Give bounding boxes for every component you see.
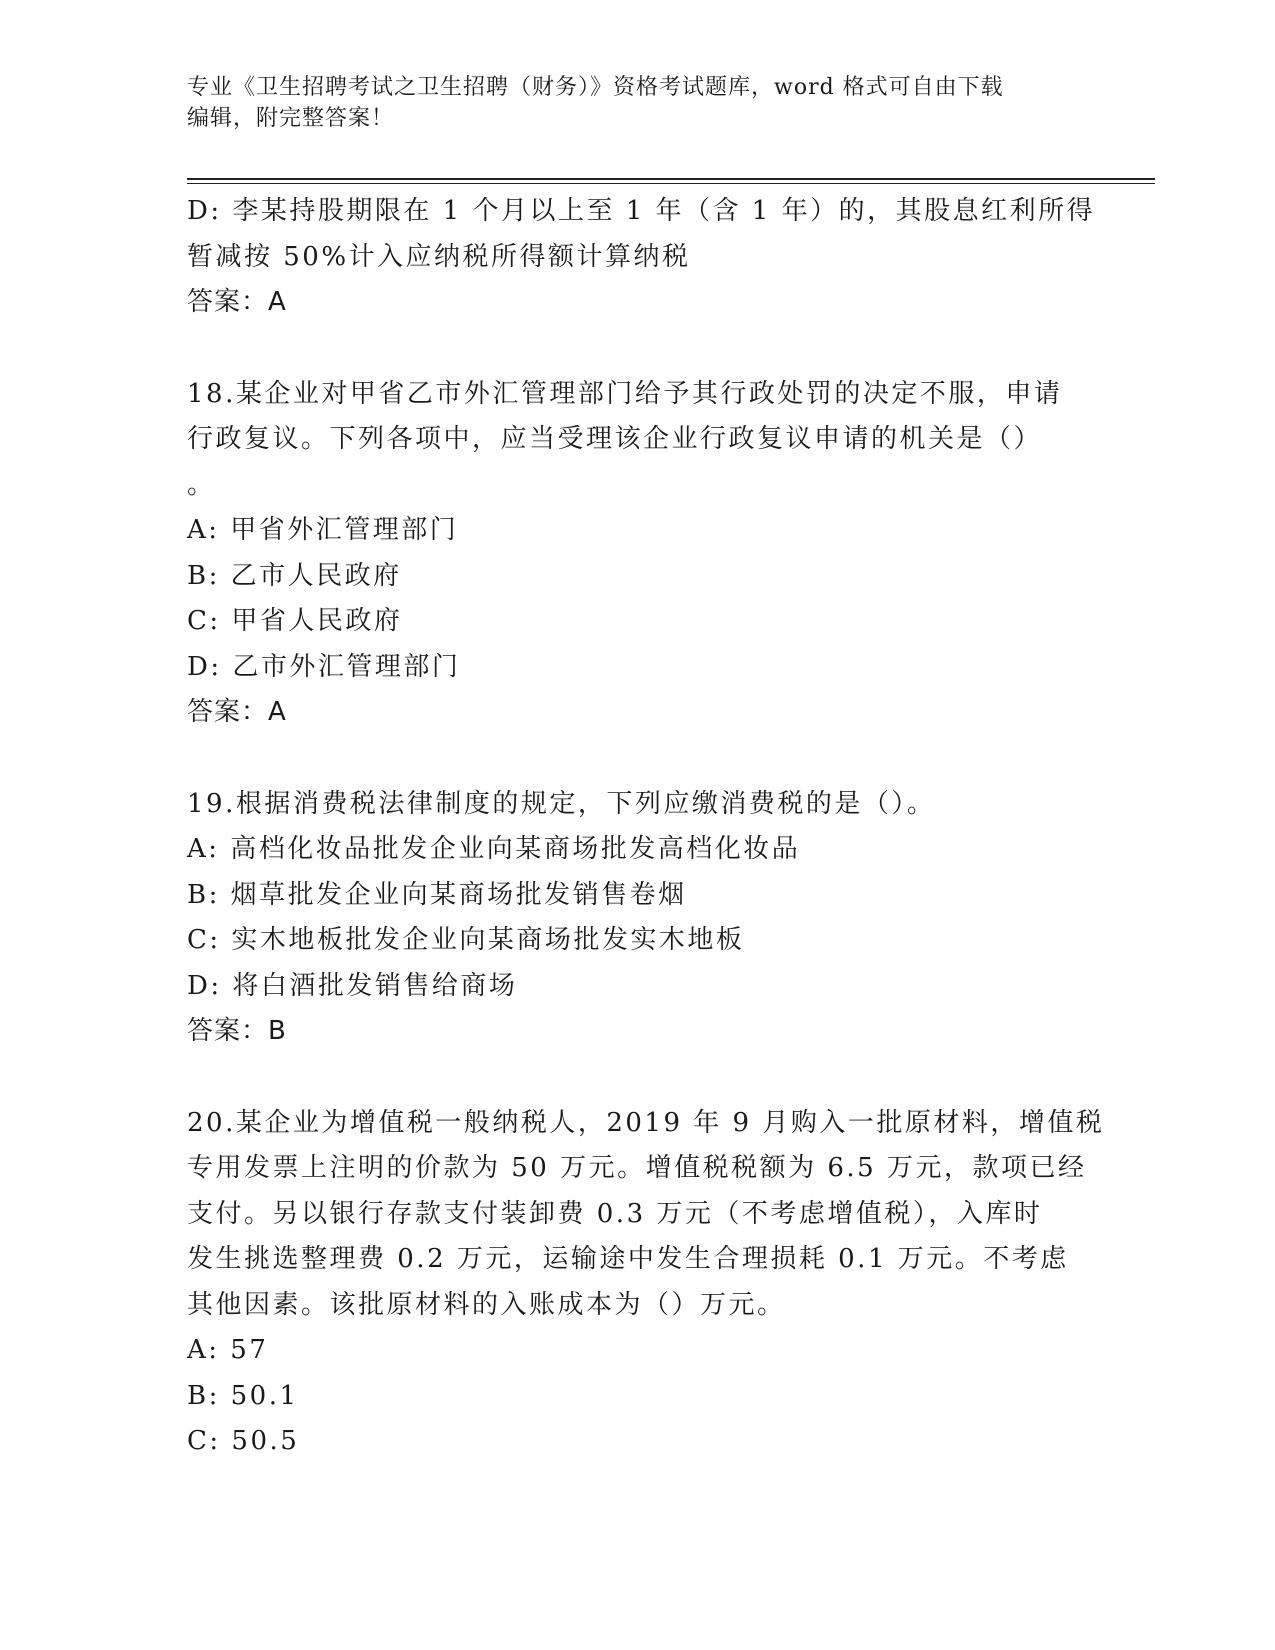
- q19-option-c: C: 实木地板批发企业向某商场批发实木地板: [187, 925, 745, 955]
- q19-option-a: A: 高档化妆品批发企业向某商场批发高档化妆品: [187, 834, 801, 864]
- header-divider-thick: [187, 178, 1155, 180]
- spacer: [187, 1055, 1087, 1101]
- q19-option-b: B: 烟草批发企业向某商场批发销售卷烟: [187, 879, 687, 910]
- q18-option-d: D: 乙市外汇管理部门: [187, 651, 461, 682]
- q17-option-d-line-2: 暂减按 50%计入应纳税所得额计算纳税: [187, 241, 691, 272]
- q18-option-b: B: 乙市人民政府: [187, 560, 402, 591]
- q18-option-c: C: 甲省人民政府: [187, 606, 403, 636]
- spacer: [187, 326, 1087, 372]
- q20-stem-line-2: 专用发票上注明的价款为 50 万元。增值税税额为 6.5 万元，款项已经: [187, 1153, 1087, 1183]
- spacer: [187, 736, 1087, 782]
- q20-option-c: C: 50.5: [187, 1426, 300, 1456]
- q18-stem-line-1: 18.某企业对甲省乙市外汇管理部门给予其行政处罚的决定不服，申请: [187, 378, 1063, 409]
- q20-stem-line-1: 20.某企业为增值税一般纳税人，2019 年 9 月购入一批原材料，增值税: [187, 1107, 1105, 1138]
- q17-option-d-line-1: D: 李某持股期限在 1 个月以上至 1 年（含 1 年）的，其股息红利所得: [187, 196, 1096, 226]
- q18-stem-line-2: 行政复议。下列各项中，应当受理该企业行政复议申请的机关是（）: [187, 424, 1043, 454]
- q20-stem-line-4: 发生挑选整理费 0.2 万元，运输途中发生合理损耗 0.1 万元。不考虑: [187, 1244, 1069, 1274]
- header-line-2: 编辑，附完整答案！: [187, 106, 395, 131]
- q20-option-a: A: 57: [187, 1335, 269, 1365]
- q18-answer: 答案：A: [187, 697, 287, 727]
- question-content: [187, 189, 1105, 1465]
- q20-stem-line-3: 支付。另以银行存款支付装卸费 0.3 万元（不考虑增值税），入库时: [187, 1198, 1043, 1229]
- question-17: [187, 189, 1096, 326]
- q17-answer: 答案：A: [187, 287, 287, 317]
- q18-option-a: A: 甲省外汇管理部门: [187, 515, 459, 545]
- header-divider-thin: [187, 183, 1155, 184]
- q19-stem-line-1: 19.根据消费税法律制度的规定，下列应缴消费税的是（）。: [187, 788, 936, 819]
- q20-option-b: B: 50.1: [187, 1380, 299, 1411]
- document-header: [187, 72, 1087, 134]
- header-line-1: 专业《卫生招聘考试之卫生招聘（财务）》资格考试题库，word 格式可自由下载: [187, 75, 1004, 100]
- q19-option-d: D: 将白酒批发销售给商场: [187, 970, 518, 1001]
- q19-answer: 答案：B: [187, 1016, 287, 1046]
- question-18: [187, 372, 1087, 736]
- q18-stem-line-3: 。: [187, 469, 216, 500]
- question-19: [187, 782, 1087, 1055]
- question-20: [187, 1101, 1105, 1465]
- q20-stem-line-5: 其他因素。该批原材料的入账成本为（）万元。: [187, 1289, 786, 1320]
